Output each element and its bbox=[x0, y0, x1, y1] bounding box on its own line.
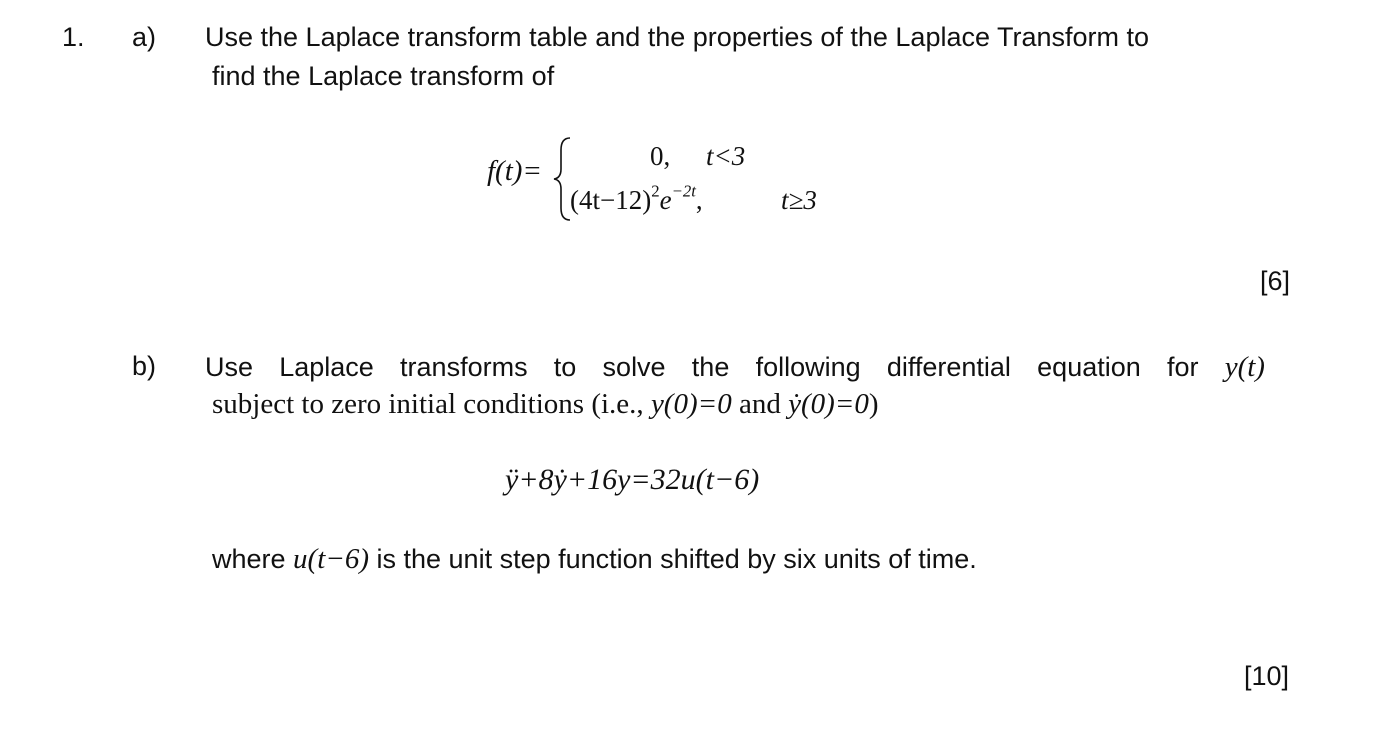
word: to bbox=[553, 352, 577, 382]
case2-value bbox=[570, 181, 703, 216]
initial-condition-ydot: ẏ(0)=0 bbox=[788, 388, 869, 420]
case1-condition: t<3 bbox=[706, 141, 746, 171]
word: following bbox=[755, 352, 861, 382]
line2-close: ) bbox=[868, 388, 879, 420]
part-b-label: b) bbox=[132, 351, 157, 381]
unit-step: u(t−6) bbox=[293, 543, 369, 575]
case1-value: 0, bbox=[650, 141, 671, 171]
word: for bbox=[1166, 352, 1199, 382]
line2-text: subject to zero initial conditions (i.e., bbox=[212, 388, 651, 420]
line2-and: and bbox=[731, 388, 789, 420]
case2-base: (4t−12) bbox=[570, 185, 652, 215]
question-number: 1. bbox=[62, 22, 85, 52]
case2-condition: t≥3 bbox=[781, 185, 817, 215]
where-text bbox=[212, 543, 977, 576]
case2-comma: , bbox=[695, 185, 703, 215]
part-b-text-line2 bbox=[212, 388, 879, 421]
left-brace-icon bbox=[552, 136, 572, 222]
case2-exponent: −2t bbox=[671, 181, 696, 201]
part-b-marks: [10] bbox=[1244, 661, 1290, 691]
word: equation bbox=[1037, 352, 1141, 382]
case2-e: e bbox=[659, 185, 672, 215]
part-a-text-line1: Use the Laplace transform table and the properties of the Laplace Transform to bbox=[205, 22, 1150, 52]
word: the bbox=[691, 352, 730, 382]
word: differential bbox=[886, 352, 1011, 382]
case2-square: 2 bbox=[651, 181, 660, 201]
part-b-text-line1 bbox=[205, 351, 1265, 384]
where-text-start: where bbox=[212, 544, 294, 574]
part-a-marks: [6] bbox=[1260, 266, 1291, 296]
word: Laplace bbox=[279, 352, 374, 382]
y-of-t: y(t) bbox=[1224, 351, 1265, 383]
word: transforms bbox=[400, 352, 528, 382]
part-a-text-line2: find the Laplace transform of bbox=[212, 61, 555, 91]
where-text-end: is the unit step function shifted by six units of time. bbox=[369, 544, 977, 574]
word: solve bbox=[602, 352, 666, 382]
part-a-label: a) bbox=[132, 22, 157, 52]
equation-lhs: f(t)= bbox=[487, 155, 542, 187]
differential-equation: ÿ+8ẏ+16y=32u(t−6) bbox=[505, 463, 760, 496]
word: Use bbox=[205, 352, 254, 382]
initial-condition-y: y(0)=0 bbox=[650, 388, 732, 420]
